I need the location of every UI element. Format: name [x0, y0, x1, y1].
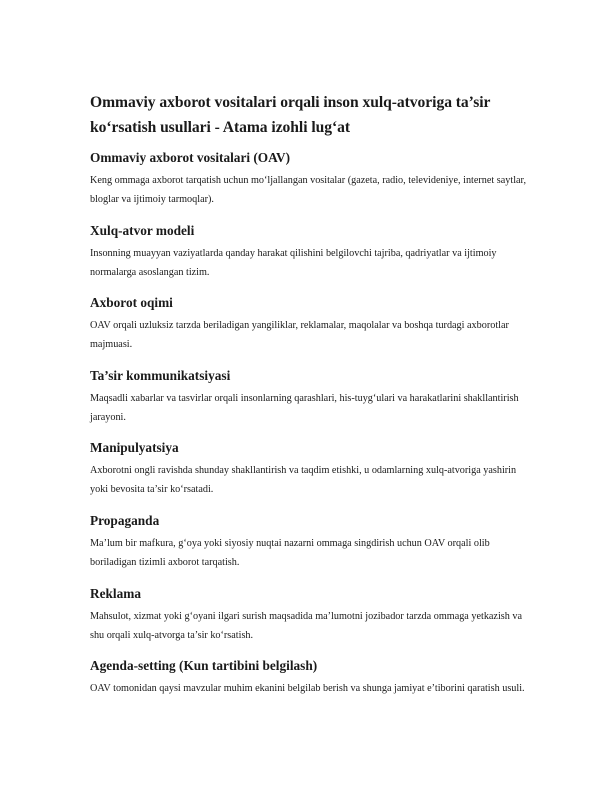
glossary-entry [90, 658, 530, 698]
glossary-definition: Ma’lum bir mafkura, g‘oya yoki siyosiy nuqtai nazarni ommaga singdirish uchun OAV orqali olib boriladigan tizimli axborot tarqatish. [90, 537, 490, 568]
glossary-term: Manipulyatsiya [90, 440, 179, 456]
glossary-entry [90, 295, 530, 354]
glossary-definition: Maqsadli xabarlar va tasvirlar orqali insonlarning qarashlari, his-tuyg‘ulari va harakatlarini shakllantirish jarayoni. [90, 392, 519, 423]
glossary-term: Xulq-atvor modeli [90, 222, 195, 238]
glossary-term: Axborot oqimi [90, 295, 173, 311]
glossary-definition: Keng ommaga axborot tarqatish uchun mo‘ljallangan vositalar (gazeta, radio, televideniye, internet saytlar, bloglar va ijtimoiy tarmoqlar). [90, 175, 527, 205]
glossary-entry [90, 440, 530, 499]
glossary-definition: OAV orqali uzluksiz tarzda beriladigan yangiliklar, reklamalar, maqolalar va boshqa turdagi axborotlar majmuasi. [90, 320, 509, 351]
document-page [90, 91, 530, 712]
glossary-term: Agenda-setting (Kun tartibini belgilash) [90, 658, 318, 674]
glossary-definition: Mahsulot, xizmat yoki g‘oyani ilgari surish maqsadida ma’lumotni jozibador tarzda ommaga yetkazish va shu orqali xulq-atvorga ta’sir ko‘rsatish. [90, 610, 523, 641]
glossary-entry [90, 586, 530, 645]
glossary-definition: Insonning muayyan vaziyatlarda qanday harakat qilishini belgilovchi tajriba, qadriyatlar va ijtimoiy normalarga asoslangan tizim. [90, 247, 497, 278]
glossary-definition: OAV tomonidan qaysi mavzular muhim ekanini belgilab berish va shunga jamiyat e’tiborini qaratish usuli. [90, 683, 525, 695]
glossary-term: Propaganda [90, 512, 160, 528]
document-title: Ommaviy axborot vositalari orqali inson xulq-atvoriga ta’sir ko‘rsatish usullari - Atama izohli lug‘at [90, 94, 491, 136]
glossary-definition: Axborotni ongli ravishda shunday shakllantirish va taqdim etishki, u odamlarning xulq-atvoriga yashirin yoki bevosita ta’sir ko‘rsatadi. [90, 465, 517, 496]
glossary-term: Reklama [90, 585, 141, 601]
glossary-term: Ta’sir kommunikatsiyasi [90, 367, 231, 383]
glossary-term: Ommaviy axborot vositalari (OAV) [90, 150, 291, 165]
glossary-entry [90, 150, 530, 209]
glossary-entry [90, 513, 530, 572]
glossary-entry [90, 223, 530, 282]
glossary-entry [90, 368, 530, 427]
